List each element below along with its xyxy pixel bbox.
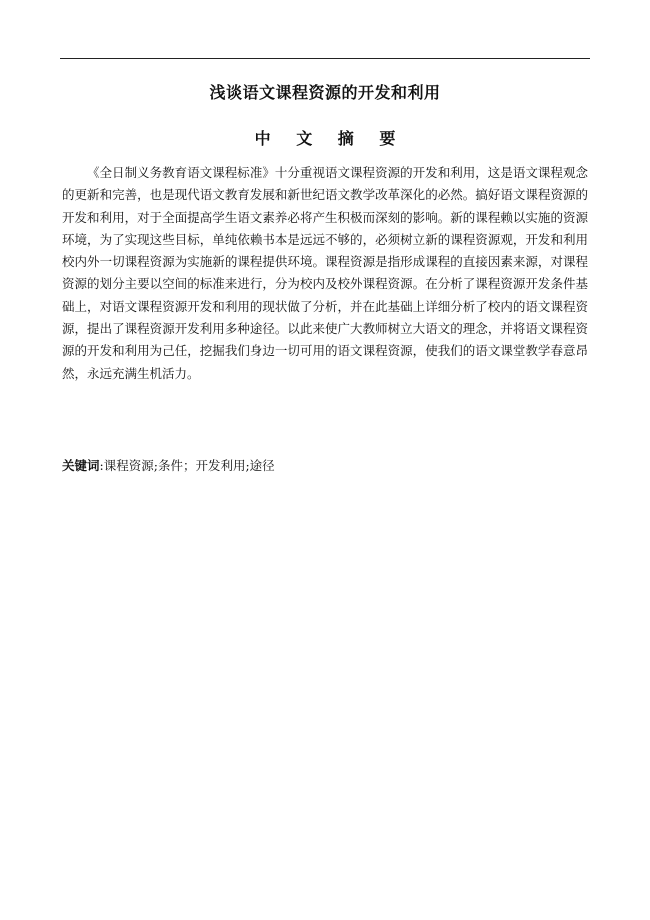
- abstract-body: 《全日制义务教育语文课程标准》十分重视语文课程资源的开发和利用，这是语文课程观念的更新和完善，也是现代语文教育发展和新世纪语文教学改革深化的必然。搞好语文课程资源的开发和利用，对于全面提高学生语文素养必将产生积极而深刻的影响。新的课程赖以实施的资源环境，为了实现这些目标，单纯依赖书本是远远不够的，必须树立新的课程资源观，开发和利用校内外一切课程资源为实施新的课程提供环境。课程资源是指形成课程的直接因素来源，对课程资源的划分主要以空间的标准来进行，分为校内及校外课程资源。在分析了课程资源开发条件基础上，对语文课程资源开发和利用的现状做了分析，并在此基础上详细分析了校内的语文课程资源，提出了课程资源开发利用多种途径。以此来使广大教师树立大语文的理念，并将语文课程资源的开发和利用为己任，挖掘我们身边一切可用的语文课程资源，使我们的语文课堂教学春意昂然，永远充满生机活力。: [62, 165, 588, 381]
- keywords-text: :课程资源;条件；开发利用;途径: [99, 458, 275, 473]
- keywords-line: [62, 456, 588, 476]
- abstract-heading: 中 文 摘 要: [254, 129, 406, 148]
- keywords-label: 关键词: [62, 458, 100, 473]
- header-rule: [60, 58, 590, 59]
- document-title: 浅谈语文课程资源的开发和利用: [209, 83, 441, 102]
